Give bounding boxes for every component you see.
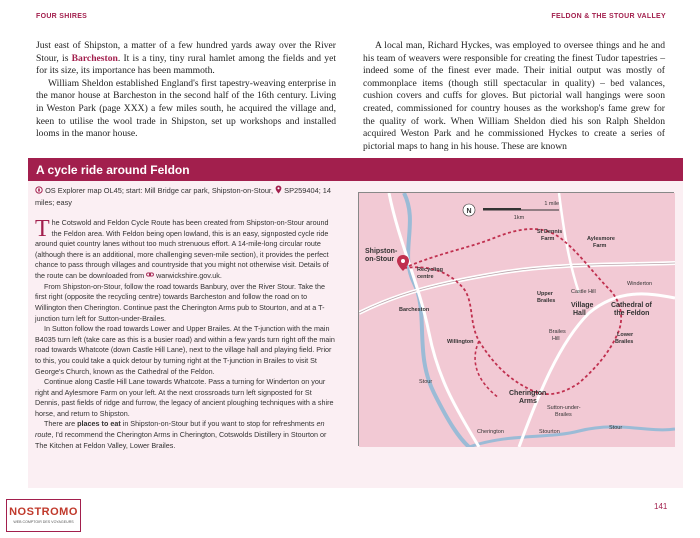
paragraph: Continue along Castle Hill Lane towards Whatcote. Pass a turning for Winderton on your right and Aylesmore Farm on your left. At the next crossroads turn left signposted for St Dennis, past fields of ridge and furrow, the legacy of ancient ploughing techniques with a shire horse, and return to Shipston.	[35, 377, 334, 418]
map-pin-icon	[275, 185, 282, 197]
box-body	[35, 218, 335, 451]
paragraph: The Cotswold and Feldon Cycle Route has been created from Shipston-on-Stour around the Feldon area. With Feldon being open lowland, this is an easy, signposted cycle ride around quiet country lanes without too much strenuous effort. A 14-mile-long circular route (although there is an additional, more challenging seven-mile section), it provides the perfect chance to pass through villages and countryside that you might not otherwise visit. Details of the route can be downloaded from warwickshire.gov.uk.	[35, 216, 329, 281]
place-label: Farm	[593, 243, 607, 249]
place-label: Hall	[573, 310, 586, 317]
north-arrow-icon	[463, 204, 475, 216]
place-label: Brailes	[537, 298, 556, 304]
route-info: OS Explorer map OL45; start: Mill Bridge car park, Shipston-on-Stour, SP259404; 14 miles; easy	[35, 186, 332, 208]
logo-subtext: WEB COMPTOIR DES VOYAGEURS	[13, 520, 74, 524]
paragraph: Just east of Shipston, a matter of a few hundred yards away over the River Stour, is Barcheston. It is a tiny, tiny rural hamlet among the fields and yet for its size, its importance has been mammoth.	[36, 40, 336, 77]
place-label: Shipston-	[365, 248, 398, 255]
place-label: Recycling	[417, 267, 443, 273]
place-label: Winderton	[627, 281, 653, 287]
place-label: Village	[571, 302, 594, 309]
place-label: Upper	[537, 291, 553, 297]
place-label: Cherington	[509, 390, 547, 397]
place-label: Brailes	[615, 339, 634, 345]
paragraph: From Shipston-on-Stour, follow the road towards Banbury, over the River Stour. Take the first right (opposite the recycling centre) towards Barcheston and follow the road on to Willington then Cherington. Continue past the Cherington Arms pub to Stourton, and at a T-junction turn left for Sutton-under-Brailes.	[35, 281, 325, 323]
svg-text:1km: 1km	[513, 215, 525, 221]
place-label: Barcheston	[399, 307, 430, 313]
place-label: Willington	[447, 339, 474, 345]
link-icon	[146, 271, 154, 282]
bold-term: Barcheston	[71, 52, 118, 64]
box-title: A cycle ride around Feldon	[28, 158, 683, 181]
place-label: Stourton	[539, 429, 560, 435]
place-label: on-Stour	[365, 256, 395, 263]
bold-term: places to eat	[77, 419, 121, 429]
river-label: Stour	[419, 379, 433, 385]
drop-cap: T	[35, 216, 50, 242]
compass-icon	[35, 186, 43, 197]
svg-text:1 mile: 1 mile	[544, 201, 559, 207]
place-label: Brailes	[555, 412, 572, 418]
map-graphic	[359, 193, 675, 447]
paragraph: William Sheldon established England's first tapestry-weaving enterprise in the manor house at Barcheston in the second half of the 16th century. Living in Weston Park (page XXX) a few miles south, he acquired the village and, keen to utilise the wool trade in Shipston, set up workshops and installed looms in the manor house.	[36, 77, 336, 140]
place-label: centre	[417, 274, 434, 280]
place-label: the Feldon	[614, 310, 650, 317]
place-label: Castle Hill	[571, 289, 596, 295]
place-label: Farm	[541, 236, 555, 242]
place-label: Arms	[519, 398, 537, 405]
place-label: Hill	[552, 336, 560, 342]
place-label: Brailes	[549, 329, 566, 335]
running-header-left: FOUR SHIRES	[36, 13, 88, 20]
publisher-logo	[6, 499, 81, 532]
page-number: 141	[654, 502, 668, 511]
place-label: Sutton-under-	[547, 405, 581, 411]
river-label: Stour	[609, 425, 623, 431]
left-column	[36, 40, 336, 141]
paragraph: A local man, Richard Hyckes, was employed to oversee things and he and his team of weavers were responsible for creating the finest Tudor tapestries – indeed some of the finest ever made. Their initial output was mostly of commonplace items (though still spectacular in quality) – bed valances, cushion covers and cuffs for gloves. But pictorial wall hangings were soon created, commissioned for country houses as the workshop's fame grew for the quality of work. When William Sheldon died his son Ralph Sheldon acquired Weston Park and he commissioned Hyckes to create a series of pictorial maps to hang in his house. These are known	[363, 40, 665, 152]
place-label: St Dennis	[537, 229, 563, 235]
right-column	[363, 40, 665, 153]
paragraph: There are places to eat in Shipston-on-Stour but if you want to stop for refreshments en route, I'd recommend the Cherington Arms in Cherington, Cotswolds Distillery in Stourton or The Kitchen at Feldon Valley, Lower Brailes.	[35, 419, 327, 450]
place-label: Lower	[617, 332, 634, 338]
place-label: Cathedral of	[611, 302, 652, 309]
paragraph: In Sutton follow the road towards Lower and Upper Brailes. At the T-junction with the main B4035 turn left (take care as this is a busier road) and within a few yards turn right off the main road towards Whatcote (down Castle Hill Lane), next to the village hall and playing field. Prior to this, you could take a quick detour by turning right at the T-junction in Brailes to visit St George's Church, known as the Cathedral of the Feldon.	[35, 324, 335, 376]
place-label: Aylesmore	[587, 236, 615, 242]
logo-text: NOSTROMO	[9, 506, 78, 518]
url-link[interactable]: warwickshire.gov.uk.	[156, 271, 222, 281]
running-header-right: FELDON & THE STOUR VALLEY	[551, 13, 666, 20]
place-label: Cherington	[477, 429, 504, 435]
svg-text:N: N	[466, 208, 472, 215]
route-map	[358, 192, 674, 446]
